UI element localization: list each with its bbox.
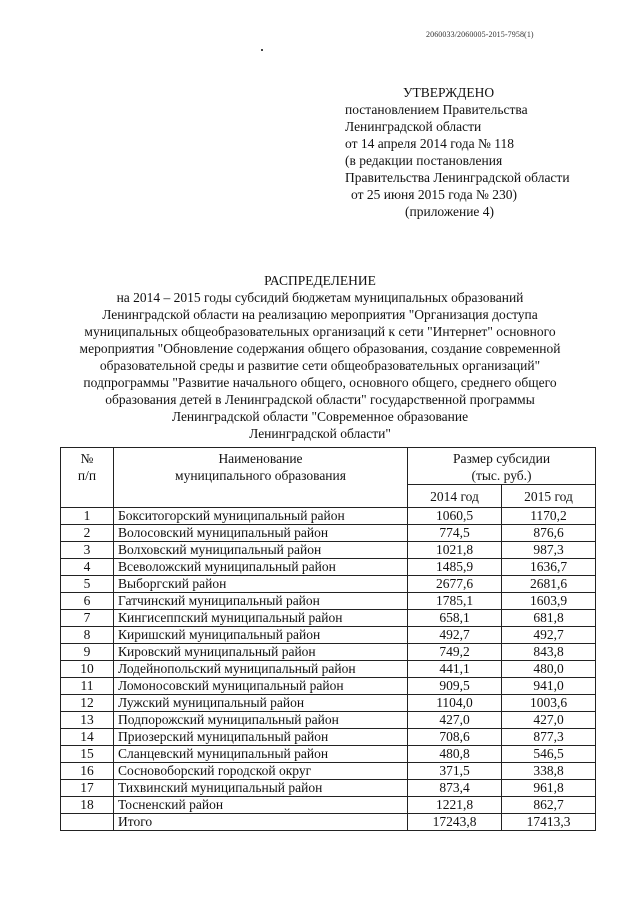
row-number: 9: [61, 644, 114, 661]
row-value-2015: 1170,2: [502, 508, 596, 525]
approval-line: постановлением Правительства: [345, 102, 528, 117]
total-label: Итого: [114, 814, 408, 831]
row-municipality: Гатчинский муниципальный район: [114, 593, 408, 610]
table-row: [61, 542, 596, 559]
table-row: [61, 678, 596, 695]
table-row: [61, 763, 596, 780]
row-value-2014: 492,7: [408, 627, 502, 644]
row-value-2014: 774,5: [408, 525, 502, 542]
row-value-2015: 987,3: [502, 542, 596, 559]
row-value-2014: 1104,0: [408, 695, 502, 712]
row-value-2015: 480,0: [502, 661, 596, 678]
row-municipality: Киришский муниципальный район: [114, 627, 408, 644]
row-value-2015: 961,8: [502, 780, 596, 797]
row-value-2014: 1060,5: [408, 508, 502, 525]
row-number: 1: [61, 508, 114, 525]
header-subsidy-size: [408, 448, 596, 485]
row-municipality: Лужский муниципальный район: [114, 695, 408, 712]
row-value-2015: 492,7: [502, 627, 596, 644]
row-value-2015: 1636,7: [502, 559, 596, 576]
table-row: [61, 695, 596, 712]
header-municipality-line1: Наименование: [218, 451, 303, 466]
header-municipality-line2: муниципального образования: [175, 468, 346, 483]
row-municipality: Тосненский район: [114, 797, 408, 814]
row-municipality: Всеволожский муниципальный район: [114, 559, 408, 576]
row-number: 4: [61, 559, 114, 576]
header-subsidy-line1: Размер субсидии: [452, 451, 551, 466]
row-value-2014: 441,1: [408, 661, 502, 678]
row-municipality: Тихвинский муниципальный район: [114, 780, 408, 797]
row-value-2014: 1221,8: [408, 797, 502, 814]
title-line: Ленинградской области "Современное образование: [171, 409, 469, 424]
row-value-2015: 843,8: [502, 644, 596, 661]
row-value-2014: 658,1: [408, 610, 502, 627]
row-municipality: Выборгский район: [114, 576, 408, 593]
row-value-2014: 873,4: [408, 780, 502, 797]
approval-line: Правительства Ленинградской области: [345, 170, 570, 185]
row-value-2015: 2681,6: [502, 576, 596, 593]
title-line: Ленинградской области на реализацию мероприятия "Организация доступа: [102, 307, 538, 322]
row-number: 3: [61, 542, 114, 559]
row-value-2015: 941,0: [502, 678, 596, 695]
header-number-line1: №: [80, 451, 94, 466]
row-value-2014: 371,5: [408, 763, 502, 780]
table-row: [61, 593, 596, 610]
row-value-2014: 2677,6: [408, 576, 502, 593]
row-municipality: Бокситогорский муниципальный район: [114, 508, 408, 525]
row-value-2014: 708,6: [408, 729, 502, 746]
approval-line: (приложение 4): [405, 204, 495, 219]
scan-speck: [261, 49, 263, 51]
title-line: на 2014 – 2015 годы субсидий бюджетам муниципальных образований: [116, 290, 524, 305]
title-line: образовательной среды и развитие сети общеобразовательных организаций": [99, 358, 541, 373]
row-municipality: Ломоносовский муниципальный район: [114, 678, 408, 695]
total-row: [61, 814, 596, 831]
row-number: 6: [61, 593, 114, 610]
row-number: 12: [61, 695, 114, 712]
row-number: 7: [61, 610, 114, 627]
row-value-2014: 480,8: [408, 746, 502, 763]
approval-heading: УТВЕРЖДЕНО: [403, 85, 495, 100]
table-row: [61, 661, 596, 678]
row-value-2014: 1021,8: [408, 542, 502, 559]
row-value-2014: 909,5: [408, 678, 502, 695]
row-number: 5: [61, 576, 114, 593]
row-municipality: Сосновоборский городской округ: [114, 763, 408, 780]
row-number: 2: [61, 525, 114, 542]
approval-line: от 14 апреля 2014 года № 118: [345, 136, 515, 151]
row-municipality: Кировский муниципальный район: [114, 644, 408, 661]
table-row: [61, 525, 596, 542]
row-value-2015: 862,7: [502, 797, 596, 814]
approval-line: Ленинградской области: [345, 119, 482, 134]
header-number-line2: п/п: [77, 468, 97, 483]
subsidy-table: [60, 447, 596, 831]
table-row: [61, 780, 596, 797]
table-header-row: [61, 448, 596, 485]
row-number: 13: [61, 712, 114, 729]
table-row: [61, 797, 596, 814]
row-value-2014: 1485,9: [408, 559, 502, 576]
row-municipality: Сланцевский муниципальный район: [114, 746, 408, 763]
row-value-2015: 876,6: [502, 525, 596, 542]
row-value-2015: 427,0: [502, 712, 596, 729]
table-row: [61, 729, 596, 746]
title-line: подпрограммы "Развитие начального общего, основного общего, среднего общего: [83, 375, 557, 390]
approval-line: (в редакции постановления: [345, 153, 503, 168]
row-municipality: Приозерский муниципальный район: [114, 729, 408, 746]
table-row: [61, 644, 596, 661]
table-row: [61, 712, 596, 729]
row-municipality: Кингисеппский муниципальный район: [114, 610, 408, 627]
row-value-2015: 1603,9: [502, 593, 596, 610]
total-value-2014: 17243,8: [408, 814, 502, 831]
row-number: 17: [61, 780, 114, 797]
row-value-2015: 681,8: [502, 610, 596, 627]
row-number: 10: [61, 661, 114, 678]
row-number: 8: [61, 627, 114, 644]
title-line: Ленинградской области": [249, 426, 391, 441]
row-municipality: Волховский муниципальный район: [114, 542, 408, 559]
header-subsidy-line2: (тыс. руб.): [471, 468, 532, 483]
row-municipality: Лодейнопольский муниципальный район: [114, 661, 408, 678]
table-row: [61, 559, 596, 576]
approval-stamp: [345, 84, 570, 220]
row-municipality: Подпорожский муниципальный район: [114, 712, 408, 729]
table-row: [61, 746, 596, 763]
row-value-2015: 1003,6: [502, 695, 596, 712]
table-row: [61, 508, 596, 525]
row-number: 15: [61, 746, 114, 763]
row-number: 14: [61, 729, 114, 746]
table-body: [61, 508, 596, 831]
row-municipality: Волосовский муниципальный район: [114, 525, 408, 542]
row-value-2014: 427,0: [408, 712, 502, 729]
row-value-2015: 546,5: [502, 746, 596, 763]
title-line: муниципальных общеобразовательных организаций к сети "Интернет" основного: [84, 324, 556, 339]
header-number: [61, 448, 114, 508]
row-number: 11: [61, 678, 114, 695]
row-number: 16: [61, 763, 114, 780]
table-row: [61, 610, 596, 627]
row-value-2014: 749,2: [408, 644, 502, 661]
header-municipality: [114, 448, 408, 508]
total-value-2015: 17413,3: [502, 814, 596, 831]
title-line: мероприятия "Обновление содержания общего образования, создание современной: [79, 341, 561, 356]
row-value-2014: 1785,1: [408, 593, 502, 610]
header-year-2015: 2015 год: [502, 485, 596, 508]
table-row: [61, 627, 596, 644]
title-heading: РАСПРЕДЕЛЕНИЕ: [264, 273, 376, 288]
row-value-2015: 338,8: [502, 763, 596, 780]
total-number-cell: [61, 814, 114, 831]
row-value-2015: 877,3: [502, 729, 596, 746]
header-year-2014: 2014 год: [408, 485, 502, 508]
row-number: 18: [61, 797, 114, 814]
approval-line: от 25 июня 2015 года № 230): [351, 187, 518, 202]
title-line: образования детей в Ленинградской области" государственной программы: [105, 392, 535, 407]
document-code: 2060033/2060005-2015-7958(1): [426, 30, 534, 39]
table-row: [61, 576, 596, 593]
document-title: [60, 272, 580, 442]
